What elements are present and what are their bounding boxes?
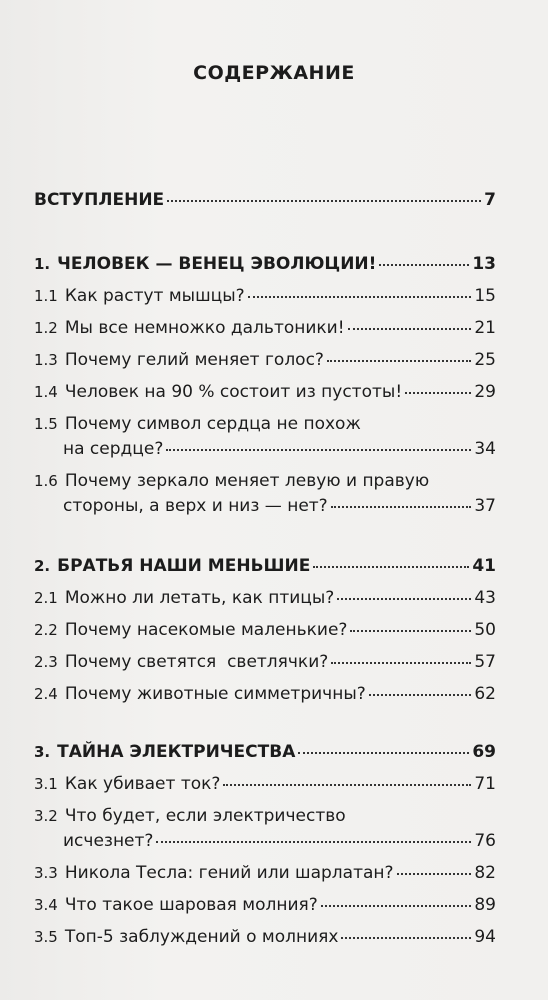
toc-page-number: 25	[474, 350, 496, 370]
toc-entry-1-5	[34, 414, 496, 434]
toc-chapter-label: ТАЙНА ЭЛЕКТРИЧЕСТВА	[57, 742, 296, 762]
toc-entry-3-1	[34, 774, 496, 794]
dot-leader	[248, 295, 472, 298]
toc-entry-label: Почему животные симметричны?	[64, 684, 366, 704]
dot-leader	[321, 904, 472, 907]
dot-leader	[331, 661, 471, 664]
dot-leader	[331, 505, 472, 508]
toc-entry-3-4	[34, 895, 496, 915]
toc-page-number: 62	[474, 684, 496, 704]
dot-leader	[397, 872, 472, 875]
dot-leader	[327, 359, 471, 362]
toc-page-number: 15	[474, 286, 496, 306]
toc-entry-2-3	[34, 652, 496, 672]
toc-entry-3-5	[34, 927, 496, 947]
toc-entry-label: Что такое шаровая молния?	[64, 895, 318, 915]
toc-entry-1-6	[34, 471, 496, 491]
toc-page-number: 82	[474, 863, 496, 883]
dot-leader	[350, 629, 471, 632]
toc-page-number: 43	[474, 588, 496, 608]
toc-page-number: 50	[474, 620, 496, 640]
toc-entry-label: Никола Тесла: гений или шарлатан?	[64, 863, 394, 883]
dot-leader	[298, 751, 469, 754]
toc-entry-number: 1.4	[34, 383, 58, 401]
toc-entry-number: 3.2	[34, 807, 58, 825]
toc-entry-label: Как убивает ток?	[64, 774, 221, 794]
toc-page-number: 41	[472, 556, 496, 576]
toc-entry-number: 1.1	[34, 287, 58, 305]
toc-entry-label-continued: исчезнет?	[63, 831, 154, 851]
toc-entry-number: 3.3	[34, 864, 58, 882]
toc-entry-number: 3.5	[34, 928, 58, 946]
toc-entry-label: Человек на 90 % состоит из пустоты!	[64, 382, 403, 402]
toc-page-number: 69	[472, 742, 496, 762]
dot-leader	[379, 263, 469, 266]
toc-page-number: 94	[474, 927, 496, 947]
toc-entry-number: 1.6	[34, 472, 58, 490]
toc-entry-1-3	[34, 350, 496, 370]
dot-leader	[166, 448, 471, 451]
dot-leader	[348, 327, 472, 330]
toc-entry-label: Почему светятся светлячки?	[64, 652, 329, 672]
dot-leader	[313, 565, 469, 568]
toc-page-number: 29	[474, 382, 496, 402]
toc-chapter-label: БРАТЬЯ НАШИ МЕНЬШИЕ	[57, 556, 311, 576]
toc-entry-number: 2.1	[34, 589, 58, 607]
toc-entry-label: Можно ли летать, как птицы?	[64, 588, 335, 608]
toc-entry-1-4	[34, 382, 496, 402]
toc-chapter-3	[34, 742, 496, 762]
toc-entry-label: Почему зеркало меняет левую и правую	[64, 471, 430, 491]
toc-entry-number: 2.2	[34, 621, 58, 639]
toc-entry-label: Что будет, если электричество	[64, 806, 346, 826]
toc-entry-3-3	[34, 863, 496, 883]
toc-entry-number: 1.5	[34, 415, 58, 433]
toc-page-number: 21	[474, 318, 496, 338]
dot-leader	[405, 391, 471, 394]
dot-leader	[223, 783, 471, 786]
toc-entry-number: 1.3	[34, 351, 58, 369]
toc-entry-1-5-continued	[63, 439, 496, 459]
dot-leader	[341, 936, 471, 939]
toc-entry-number: 3.1	[34, 775, 58, 793]
toc-chapter-number: 3.	[34, 743, 51, 761]
toc-page-number: 37	[474, 496, 496, 516]
toc-entry-2-2	[34, 620, 496, 640]
toc-entry-number: 2.3	[34, 653, 58, 671]
dot-leader	[369, 693, 472, 696]
toc-entry-number: 2.4	[34, 685, 58, 703]
toc-entry-1-1	[34, 286, 496, 306]
toc-entry-number: 3.4	[34, 896, 58, 914]
toc-page-number: 7	[484, 190, 496, 210]
toc-entry-number: 1.2	[34, 319, 58, 337]
toc-page-number: 71	[474, 774, 496, 794]
toc-page-number: 89	[474, 895, 496, 915]
dot-leader	[156, 840, 471, 843]
toc-chapter-2	[34, 556, 496, 576]
dot-leader	[167, 199, 481, 202]
toc-entry-1-6-continued	[63, 496, 496, 516]
toc-entry-label: Почему насекомые маленькие?	[64, 620, 348, 640]
toc-entry-2-1	[34, 588, 496, 608]
toc-entry-3-2-continued	[63, 831, 496, 851]
toc-entry-1-2	[34, 318, 496, 338]
toc-entry-label: Как растут мышцы?	[64, 286, 245, 306]
toc-entry-label: ВСТУПЛЕНИЕ	[34, 190, 165, 210]
toc-chapter-label: ЧЕЛОВЕК — ВЕНЕЦ ЭВОЛЮЦИИ!	[57, 254, 377, 274]
toc-page-number: 57	[474, 652, 496, 672]
toc-entry-label-continued: на сердце?	[63, 439, 164, 459]
toc-entry-label: Почему символ сердца не похож	[64, 414, 361, 434]
toc-entry-label: Почему гелий меняет голос?	[64, 350, 324, 370]
toc-chapter-1	[34, 254, 496, 274]
toc-chapter-number: 2.	[34, 557, 51, 575]
toc-entry-label-continued: стороны, а верх и низ — нет?	[63, 496, 328, 516]
toc-entry-label: Мы все немножко дальтоники!	[64, 318, 345, 338]
toc-page-number: 76	[474, 831, 496, 851]
toc-entry-2-4	[34, 684, 496, 704]
dot-leader	[337, 597, 471, 600]
toc-chapter-number: 1.	[34, 255, 51, 273]
toc-entry-intro	[34, 190, 496, 210]
toc-page-number: 34	[474, 439, 496, 459]
toc-entry-label: Топ-5 заблуждений о молниях	[64, 927, 339, 947]
toc-page-number: 13	[472, 254, 496, 274]
page-title: СОДЕРЖАНИЕ	[193, 62, 355, 84]
toc-entry-3-2	[34, 806, 496, 826]
